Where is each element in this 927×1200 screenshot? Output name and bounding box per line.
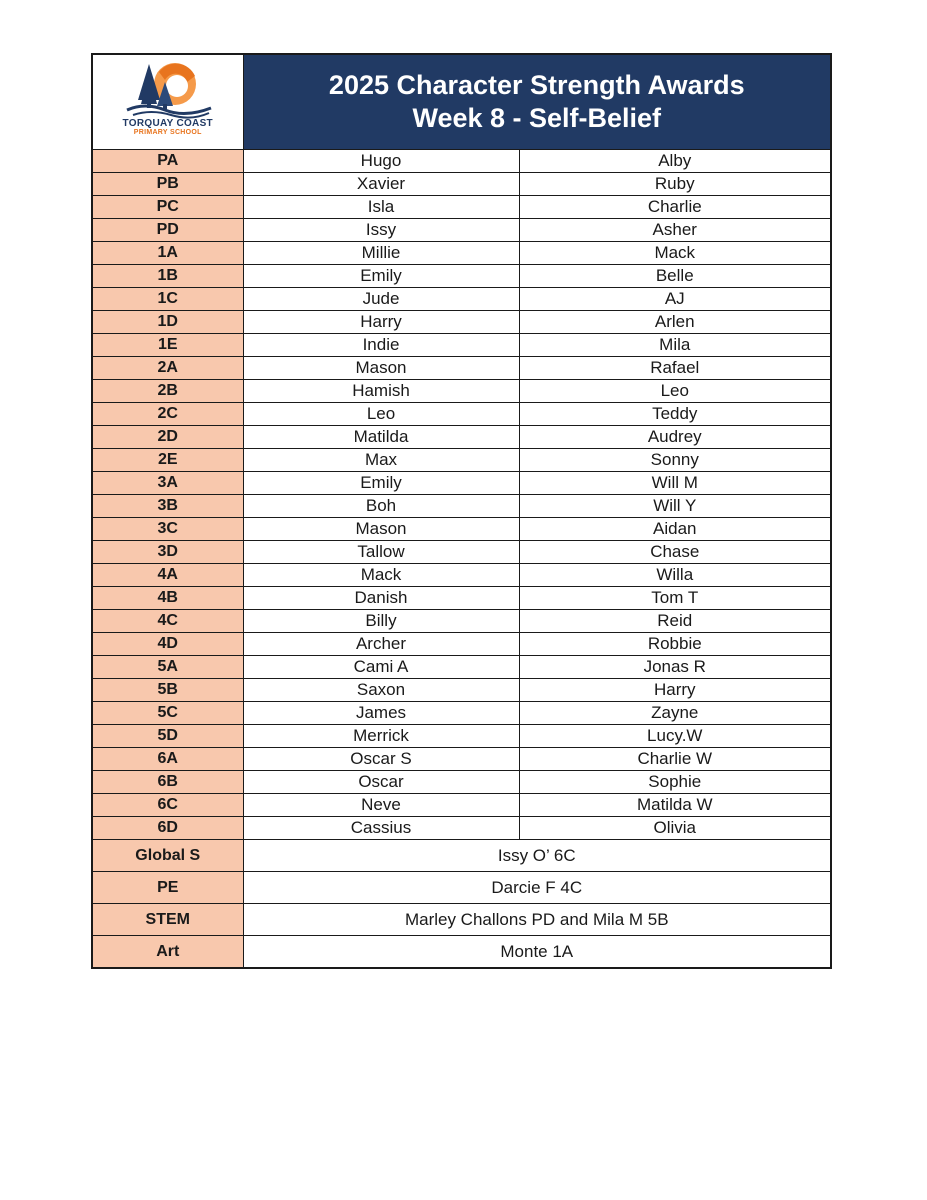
- award-name-a: Billy: [243, 610, 519, 633]
- logo-school-name: TORQUAY COAST: [122, 118, 213, 129]
- table-row: [92, 242, 831, 265]
- award-name-b: Aidan: [519, 518, 831, 541]
- award-name-b: Mila: [519, 334, 831, 357]
- class-cell: 2B: [92, 380, 243, 403]
- table-row: [92, 265, 831, 288]
- award-name-b: Will Y: [519, 495, 831, 518]
- award-name-a: Emily: [243, 265, 519, 288]
- class-cell: 3D: [92, 541, 243, 564]
- award-name-b: Chase: [519, 541, 831, 564]
- award-name-a: Neve: [243, 794, 519, 817]
- table-row: [92, 288, 831, 311]
- special-award-row: [92, 872, 831, 904]
- award-name-a: Leo: [243, 403, 519, 426]
- page-title: [243, 54, 831, 150]
- class-cell: 1B: [92, 265, 243, 288]
- table-row: [92, 633, 831, 656]
- award-name-b: Willa: [519, 564, 831, 587]
- class-cell: 4B: [92, 587, 243, 610]
- class-cell: 6B: [92, 771, 243, 794]
- class-cell: 5A: [92, 656, 243, 679]
- class-cell: 5B: [92, 679, 243, 702]
- class-cell: 6D: [92, 817, 243, 840]
- table-row: [92, 357, 831, 380]
- title-line-2: Week 8 - Self-Belief: [412, 103, 662, 133]
- special-award-row: [92, 936, 831, 969]
- class-cell: 5D: [92, 725, 243, 748]
- special-award-recipient: Darcie F 4C: [243, 872, 831, 904]
- award-name-b: Charlie W: [519, 748, 831, 771]
- award-name-a: Saxon: [243, 679, 519, 702]
- award-name-b: Sophie: [519, 771, 831, 794]
- table-row: [92, 380, 831, 403]
- class-cell: 1A: [92, 242, 243, 265]
- table-row: [92, 472, 831, 495]
- table-row: [92, 334, 831, 357]
- class-cell: 4C: [92, 610, 243, 633]
- award-name-b: Charlie: [519, 196, 831, 219]
- special-award-recipient: Issy O’ 6C: [243, 840, 831, 872]
- award-name-b: Ruby: [519, 173, 831, 196]
- table-row: [92, 495, 831, 518]
- award-name-b: Rafael: [519, 357, 831, 380]
- table-row: [92, 150, 831, 173]
- class-cell: 6A: [92, 748, 243, 771]
- awards-table: [91, 53, 832, 969]
- table-row: [92, 656, 831, 679]
- award-name-b: Matilda W: [519, 794, 831, 817]
- class-cell: 4A: [92, 564, 243, 587]
- table-row: [92, 173, 831, 196]
- special-award-category: Global S: [92, 840, 243, 872]
- table-row: [92, 702, 831, 725]
- logo-school-type: PRIMARY SCHOOL: [133, 129, 202, 136]
- award-name-a: Cassius: [243, 817, 519, 840]
- special-award-category: STEM: [92, 904, 243, 936]
- class-cell: PB: [92, 173, 243, 196]
- award-name-b: AJ: [519, 288, 831, 311]
- award-name-a: James: [243, 702, 519, 725]
- class-cell: 4D: [92, 633, 243, 656]
- table-row: [92, 748, 831, 771]
- award-name-b: Belle: [519, 265, 831, 288]
- table-row: [92, 219, 831, 242]
- award-name-b: Will M: [519, 472, 831, 495]
- class-cell: 1D: [92, 311, 243, 334]
- sun-tree-wave-icon: [121, 60, 216, 120]
- award-name-b: Sonny: [519, 449, 831, 472]
- award-name-a: Millie: [243, 242, 519, 265]
- table-row: [92, 610, 831, 633]
- award-name-b: Tom T: [519, 587, 831, 610]
- award-name-a: Mason: [243, 518, 519, 541]
- class-cell: 2A: [92, 357, 243, 380]
- special-award-category: PE: [92, 872, 243, 904]
- table-row: [92, 311, 831, 334]
- table-row: [92, 725, 831, 748]
- award-name-a: Hugo: [243, 150, 519, 173]
- award-name-b: Olivia: [519, 817, 831, 840]
- award-name-b: Robbie: [519, 633, 831, 656]
- award-name-a: Matilda: [243, 426, 519, 449]
- award-name-a: Xavier: [243, 173, 519, 196]
- award-name-b: Audrey: [519, 426, 831, 449]
- award-name-a: Boh: [243, 495, 519, 518]
- class-cell: PD: [92, 219, 243, 242]
- special-award-category: Art: [92, 936, 243, 969]
- special-award-recipient: Marley Challons PD and Mila M 5B: [243, 904, 831, 936]
- award-name-a: Hamish: [243, 380, 519, 403]
- class-cell: 3C: [92, 518, 243, 541]
- award-name-b: Harry: [519, 679, 831, 702]
- class-cell: 6C: [92, 794, 243, 817]
- award-name-b: Reid: [519, 610, 831, 633]
- award-name-b: Mack: [519, 242, 831, 265]
- award-name-a: Emily: [243, 472, 519, 495]
- award-name-b: Zayne: [519, 702, 831, 725]
- award-name-b: Alby: [519, 150, 831, 173]
- table-row: [92, 449, 831, 472]
- class-cell: 1C: [92, 288, 243, 311]
- award-name-b: Asher: [519, 219, 831, 242]
- school-logo: [92, 54, 243, 150]
- award-name-a: Harry: [243, 311, 519, 334]
- special-award-recipient: Monte 1A: [243, 936, 831, 969]
- table-row: [92, 587, 831, 610]
- award-name-a: Jude: [243, 288, 519, 311]
- class-cell: 2D: [92, 426, 243, 449]
- class-cell: 3B: [92, 495, 243, 518]
- award-name-a: Mack: [243, 564, 519, 587]
- class-cell: 2E: [92, 449, 243, 472]
- class-cell: 1E: [92, 334, 243, 357]
- award-name-b: Lucy.W: [519, 725, 831, 748]
- class-cell: PA: [92, 150, 243, 173]
- special-award-row: [92, 840, 831, 872]
- class-cell: 2C: [92, 403, 243, 426]
- table-row: [92, 564, 831, 587]
- table-row: [92, 403, 831, 426]
- title-line-1: 2025 Character Strength Awards: [328, 70, 745, 100]
- class-cell: 3A: [92, 472, 243, 495]
- award-name-a: Mason: [243, 357, 519, 380]
- award-name-a: Max: [243, 449, 519, 472]
- award-name-a: Oscar S: [243, 748, 519, 771]
- table-row: [92, 817, 831, 840]
- award-name-a: Tallow: [243, 541, 519, 564]
- table-row: [92, 196, 831, 219]
- table-row: [92, 679, 831, 702]
- table-row: [92, 541, 831, 564]
- award-name-a: Indie: [243, 334, 519, 357]
- award-name-b: Teddy: [519, 403, 831, 426]
- award-name-b: Arlen: [519, 311, 831, 334]
- award-name-a: Oscar: [243, 771, 519, 794]
- class-cell: 5C: [92, 702, 243, 725]
- award-name-a: Issy: [243, 219, 519, 242]
- class-cell: PC: [92, 196, 243, 219]
- award-name-b: Jonas R: [519, 656, 831, 679]
- award-name-a: Merrick: [243, 725, 519, 748]
- header-row: [92, 54, 831, 150]
- award-name-a: Archer: [243, 633, 519, 656]
- award-name-a: Isla: [243, 196, 519, 219]
- award-name-b: Leo: [519, 380, 831, 403]
- award-name-a: Cami A: [243, 656, 519, 679]
- table-row: [92, 771, 831, 794]
- table-row: [92, 426, 831, 449]
- award-name-a: Danish: [243, 587, 519, 610]
- special-award-row: [92, 904, 831, 936]
- table-row: [92, 518, 831, 541]
- table-row: [92, 794, 831, 817]
